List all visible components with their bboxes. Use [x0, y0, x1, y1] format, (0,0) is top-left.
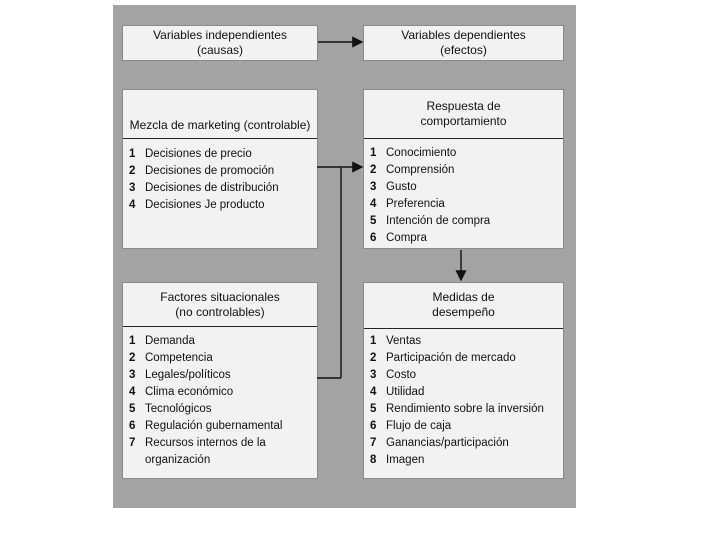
- list-item: 3 Decisiones de distribución: [129, 182, 279, 194]
- situational-factors-subtitle: (no controlables): [175, 305, 265, 319]
- list-item: 6 Flujo de caja: [370, 420, 452, 432]
- list-item: 2 Comprensión: [370, 164, 455, 176]
- independent-variables-title: Variables independientes: [153, 28, 287, 42]
- dependent-variables-subtitle: (efectos): [440, 43, 487, 57]
- list-item: 2 Participación de mercado: [370, 352, 516, 364]
- list-item: 2 Competencia: [129, 352, 213, 364]
- list-item: 2 Decisiones de promoción: [129, 165, 275, 177]
- performance-measures-subtitle: desempeño: [432, 305, 495, 319]
- list-item: 1 Ventas: [370, 335, 422, 347]
- list-item: 7 Ganancias/participación: [370, 437, 509, 449]
- list-item: 8 Imagen: [370, 454, 425, 466]
- list-item: 5 Tecnológicos: [129, 403, 212, 415]
- list-item: 6 Regulación gubernamental: [129, 420, 283, 432]
- list-item: 4 Preferencia: [370, 198, 445, 210]
- list-item: 6 Compra: [370, 232, 427, 244]
- situational-factors-title: Factores situacionales: [160, 290, 280, 304]
- list-item: 7 Recursos internos de la organización: [129, 437, 266, 466]
- list-item: 1 Conocimiento: [370, 147, 457, 159]
- list-item: 5 Intención de compra: [370, 215, 491, 227]
- list-item: 4 Clima económico: [129, 386, 234, 398]
- behavior-response-subtitle: comportamiento: [420, 114, 507, 128]
- list-item: 4 Decisiones Je producto: [129, 199, 265, 211]
- performance-measures-title: Medidas de: [432, 290, 495, 304]
- list-item: 1 Demanda: [129, 335, 195, 347]
- behavior-response-title: Respuesta de: [426, 99, 501, 113]
- list-item: 3 Costo: [370, 369, 417, 381]
- independent-variables-subtitle: (causas): [196, 43, 243, 57]
- list-item: 3 Legales/políticos: [129, 369, 231, 381]
- list-item: 5 Rendimiento sobre la inversión: [370, 403, 544, 415]
- list-item: 1 Decisiones de precio: [129, 148, 252, 160]
- list-item: 3 Gusto: [370, 181, 417, 193]
- dependent-variables-title: Variables dependientes: [401, 28, 526, 42]
- marketing-mix-title: Mezcla de marketing (controlable): [129, 118, 311, 132]
- list-item: 4 Utilidad: [370, 386, 425, 398]
